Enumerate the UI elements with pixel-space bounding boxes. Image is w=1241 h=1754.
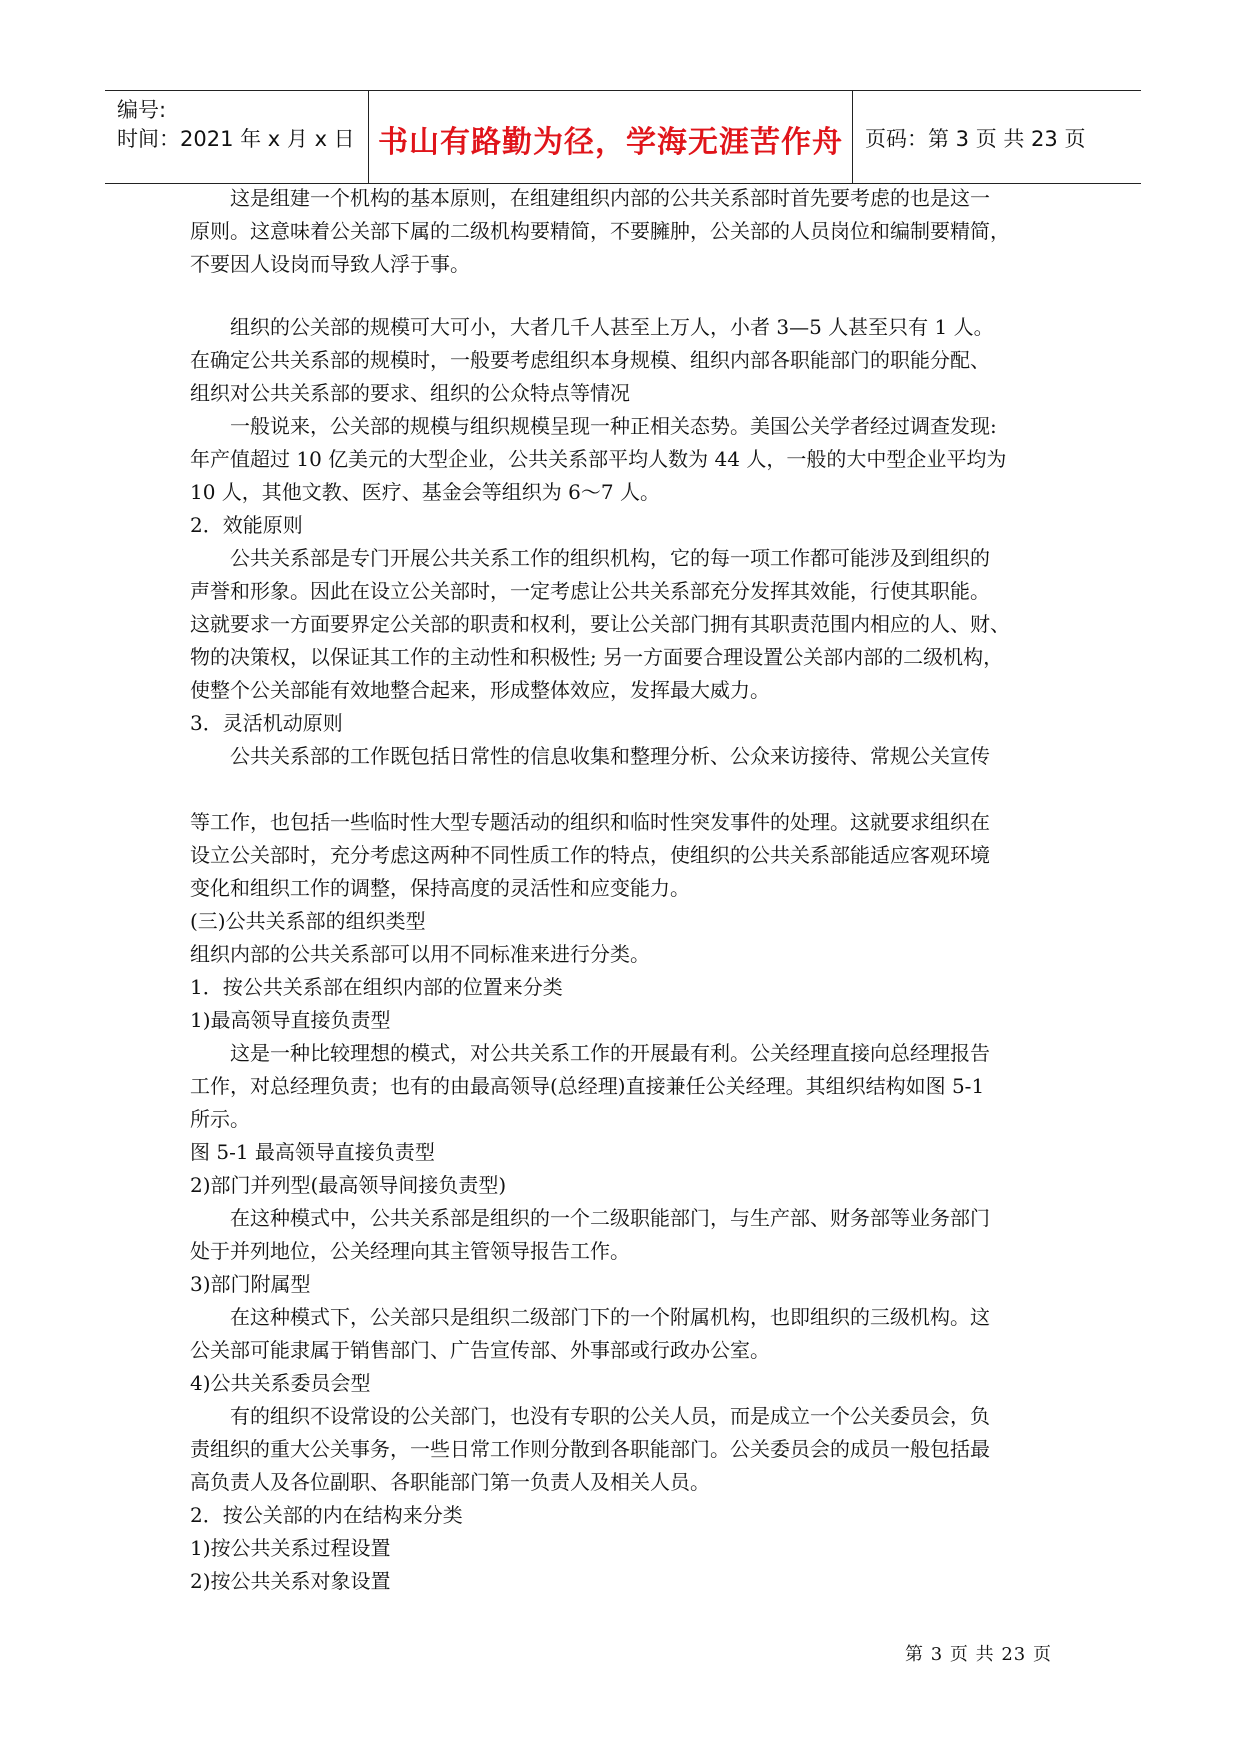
section-heading: 1)最高领导直接负责型 <box>190 1008 391 1032</box>
body-line: 原则。这意味着公关部下属的二级机构要精简，不要臃肿，公关部的人员岗位和编制要精简， <box>190 219 1010 243</box>
section-heading: 3)部门附属型 <box>190 1272 311 1296</box>
body-line: 一般说来，公关部的规模与组织规模呈现一种正相关态势。美国公关学者经过调查发现: <box>230 414 997 438</box>
body-line: 组织对公共关系部的要求、组织的公众特点等情况 <box>190 381 630 405</box>
body-line: 这是组建一个机构的基本原则，在组建组织内部的公共关系部时首先要考虑的也是这一 <box>230 186 990 210</box>
header-page-info: 页码：第 3 页 共 23 页 <box>865 127 1086 151</box>
body-line: 高负责人及各位副职、各职能部门第一负责人及相关人员。 <box>190 1470 710 1494</box>
section-heading: 2．效能原则 <box>190 513 303 537</box>
body-line: 有的组织不设常设的公关部门，也没有专职的公关人员，而是成立一个公关委员会，负 <box>230 1404 990 1428</box>
page-header <box>105 90 1141 184</box>
section-heading: (三)公共关系部的组织类型 <box>190 909 426 933</box>
body-line: 责组织的重大公关事务，一些日常工作则分散到各职能部门。公关委员会的成员一般包括最 <box>190 1437 990 1461</box>
section-heading: 2)部门并列型(最高领导间接负责型) <box>190 1173 507 1197</box>
body-line: 公共关系部是专门开展公共关系工作的组织机构，它的每一项工作都可能涉及到组织的 <box>230 546 990 570</box>
doc-number-label: 编号: <box>117 98 167 122</box>
header-motto: 书山有路勤为径，学海无涯苦作舟 <box>378 125 843 160</box>
header-motto-cell <box>369 91 853 183</box>
body-line: 设立公关部时，充分考虑这两种不同性质工作的特点，使组织的公共关系部能适应客观环境 <box>190 843 990 867</box>
section-heading: 1)按公共关系过程设置 <box>190 1536 391 1560</box>
header-meta-cell <box>105 91 369 183</box>
body-line: 处于并列地位，公关经理向其主管领导报告工作。 <box>190 1239 630 1263</box>
section-heading: 2．按公关部的内在结构来分类 <box>190 1503 463 1527</box>
body-line: 等工作，也包括一些临时性大型专题活动的组织和临时性突发事件的处理。这就要求组织在 <box>190 810 990 834</box>
section-heading: 4)公共关系委员会型 <box>190 1371 371 1395</box>
header-page-cell <box>853 91 1141 183</box>
body-line: 工作，对总经理负责；也有的由最高领导(总经理)直接兼任公关经理。其组织结构如图 5-1 <box>190 1074 985 1098</box>
body-line: 这是一种比较理想的模式，对公共关系工作的开展最有利。公关经理直接向总经理报告 <box>230 1041 990 1065</box>
body-line: 物的决策权，以保证其工作的主动性和积极性; 另一方面要合理设置公关部内部的二级机构， <box>190 645 1004 669</box>
body-line: 不要因人设岗而导致人浮于事。 <box>190 252 470 276</box>
doc-time-label: 时间：2021 年 x 月 x 日 <box>117 127 355 151</box>
body-line: 10 人，其他文教、医疗、基金会等组织为 6～7 人。 <box>190 480 660 504</box>
figure-caption: 图 5-1 最高领导直接负责型 <box>190 1140 435 1164</box>
body-line: 年产值超过 10 亿美元的大型企业，公共关系部平均人数为 44 人，一般的大中型企业平均为 <box>190 447 1007 471</box>
body-line: 组织的公关部的规模可大可小，大者几千人甚至上万人，小者 3—5 人甚至只有 1 人。 <box>230 315 994 339</box>
section-heading: 3．灵活机动原则 <box>190 711 343 735</box>
body-line: 声誉和形象。因此在设立公关部时，一定考虑让公共关系部充分发挥其效能，行使其职能。 <box>190 579 990 603</box>
section-heading: 1．按公共关系部在组织内部的位置来分类 <box>190 975 563 999</box>
body-line: 组织内部的公共关系部可以用不同标准来进行分类。 <box>190 942 650 966</box>
body-line: 公关部可能隶属于销售部门、广告宣传部、外事部或行政办公室。 <box>190 1338 770 1362</box>
body-line: 公共关系部的工作既包括日常性的信息收集和整理分析、公众来访接待、常规公关宣传 <box>230 744 990 768</box>
body-line: 所示。 <box>190 1107 250 1131</box>
body-line: 在这种模式下，公关部只是组织二级部门下的一个附属机构，也即组织的三级机构。这 <box>230 1305 990 1329</box>
body-line: 使整个公关部能有效地整合起来，形成整体效应，发挥最大威力。 <box>190 678 770 702</box>
body-line: 在确定公共关系部的规模时，一般要考虑组织本身规模、组织内部各职能部门的职能分配、 <box>190 348 990 372</box>
page-footer-number: 第 3 页 共 23 页 <box>905 1644 1052 1665</box>
body-line: 变化和组织工作的调整，保持高度的灵活性和应变能力。 <box>190 876 690 900</box>
body-line: 这就要求一方面要界定公关部的职责和权利，要让公关部门拥有其职责范围内相应的人、财、 <box>190 612 1010 636</box>
body-line: 在这种模式中，公共关系部是组织的一个二级职能部门，与生产部、财务部等业务部门 <box>230 1206 990 1230</box>
section-heading: 2)按公共关系对象设置 <box>190 1569 391 1593</box>
